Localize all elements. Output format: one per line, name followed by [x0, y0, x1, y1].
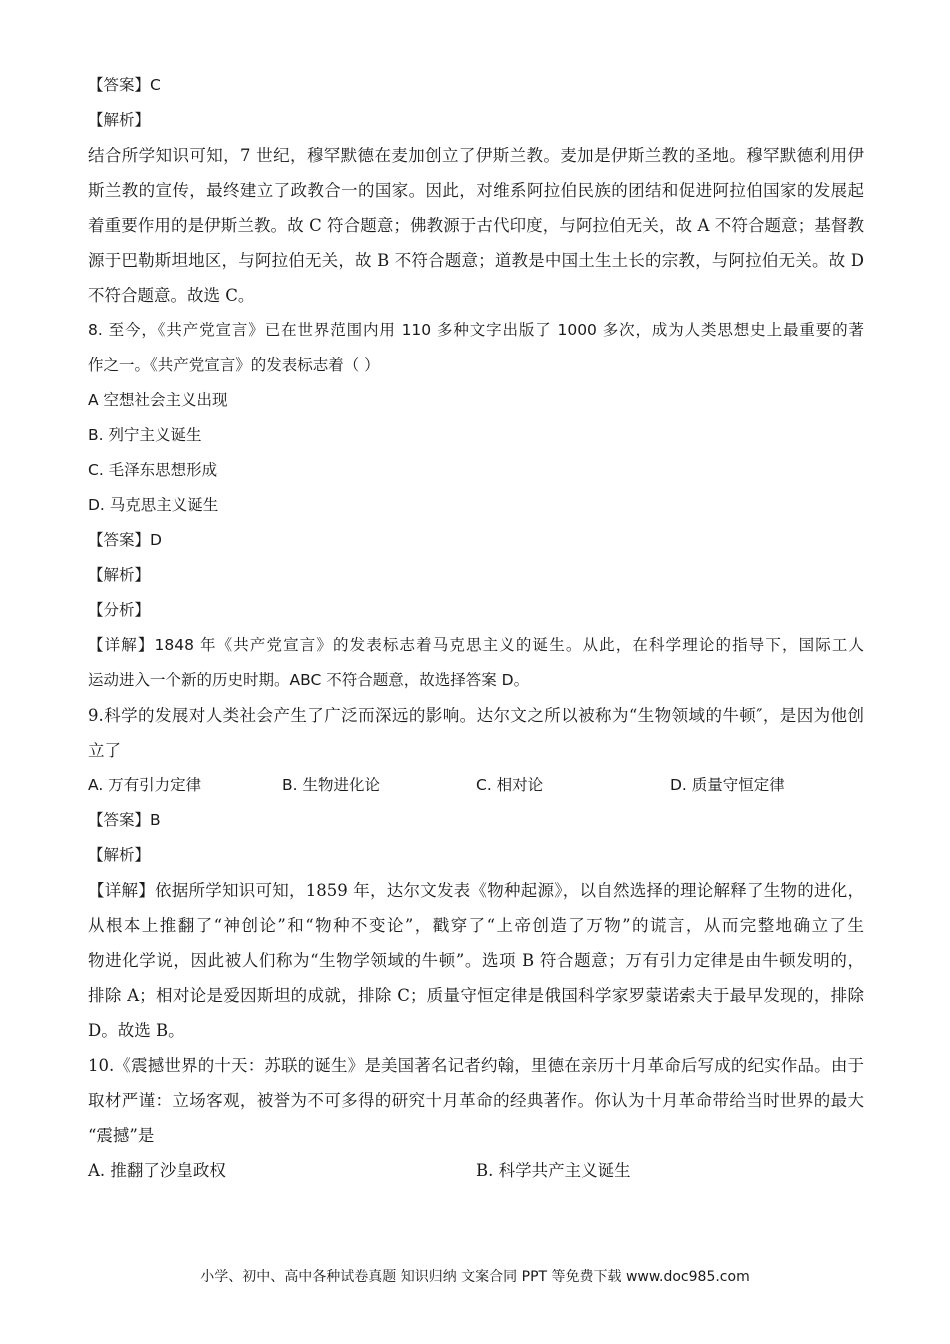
q8-option-d: D. 马克思主义诞生 — [88, 496, 219, 514]
q9-detail-line: 从根本上推翻了“神创论”和“物种不变论”，戳穿了“上帝创造了万物”的谎言，从而完整地确立了生 — [88, 916, 864, 935]
q8-stem-line: 作之一。《共产党宣言》的发表标志着（ ） — [88, 356, 380, 374]
q7-analysis-line: 结合所学知识可知，7 世纪，穆罕默德在麦加创立了伊斯兰教。麦加是伊斯兰教的圣地。穆罕默德利用伊 — [88, 146, 864, 165]
q10-stem-line: “震撼”是 — [88, 1126, 155, 1145]
q9-option-d: D. 质量守恒定律 — [670, 776, 785, 794]
q9-options-row — [88, 768, 864, 803]
q9-detail-line: D。故选 B。 — [88, 1021, 185, 1040]
q8-option-c: C. 毛泽东思想形成 — [88, 461, 218, 479]
q8-detail-line: 运动进入一个新的历史时期。ABC 不符合题意，故选择答案 D。 — [88, 671, 530, 689]
q8-option-a: A 空想社会主义出现 — [88, 391, 228, 409]
page-footer: 小学、初中、高中各种试卷真题 知识归纳 文案合同 PPT 等免费下载 www.doc985.com — [200, 1269, 750, 1285]
q9-option-a: A. 万有引力定律 — [88, 776, 202, 794]
q8-fenxi-label: 【分析】 — [88, 601, 151, 619]
q7-analysis-label: 【解析】 — [88, 111, 151, 129]
q10-option-a: A. 推翻了沙皇政权 — [88, 1161, 226, 1180]
q8-detail-line: 【详解】1848 年《共产党宣言》的发表标志着马克思主义的诞生。从此，在科学理论的指导下，国际工人 — [88, 636, 864, 654]
q7-analysis-paragraph — [88, 138, 864, 313]
q8-option-b: B. 列宁主义诞生 — [88, 426, 202, 444]
document-page — [88, 68, 864, 1188]
q10-options-row — [88, 1153, 864, 1188]
q9-analysis-label: 【解析】 — [88, 846, 151, 864]
q9-stem-line: 立了 — [88, 741, 121, 760]
q7-analysis-line: 源于巴勒斯坦地区，与阿拉伯无关，故 B 不符合题意；道教是中国土生土长的宗教，与阿拉伯无关。故 D — [88, 251, 864, 270]
q8-detail-paragraph — [88, 628, 864, 698]
q7-analysis-line: 不符合题意。故选 C。 — [88, 286, 255, 305]
q10-stem-line: 10.《震撼世界的十天：苏联的诞生》是美国著名记者约翰，里德在亲历十月革命后写成的纪实作品。由于 — [88, 1056, 864, 1075]
q8-answer: 【答案】D — [88, 531, 162, 549]
q9-option-b: B. 生物进化论 — [282, 776, 380, 794]
q9-detail-line: 物进化学说，因此被人们称为“生物学领域的牛顿”。选项 B 符合题意；万有引力定律是由牛顿发明的， — [88, 951, 864, 970]
q9-detail-paragraph — [88, 873, 864, 1048]
q10-option-b: B. 科学共产主义诞生 — [476, 1161, 631, 1180]
q9-stem — [88, 698, 864, 768]
q7-analysis-line: 斯兰教的宣传，最终建立了政教合一的国家。因此，对维系阿拉伯民族的团结和促进阿拉伯国家的发展起 — [88, 181, 864, 200]
q10-stem — [88, 1048, 864, 1153]
q9-detail-line: 排除 A；相对论是爱因斯坦的成就，排除 C；质量守恒定律是俄国科学家罗蒙诺索夫于最早发现的，排除 — [88, 986, 864, 1005]
q7-analysis-line: 着重要作用的是伊斯兰教。故 C 符合题意；佛教源于古代印度，与阿拉伯无关，故 A 不符合题意；基督教 — [88, 216, 864, 235]
q8-analysis-label: 【解析】 — [88, 566, 151, 584]
q10-stem-line: 取材严谨：立场客观，被誉为不可多得的研究十月革命的经典著作。你认为十月革命带给当时世界的最大 — [88, 1091, 864, 1110]
q9-option-c: C. 相对论 — [476, 776, 544, 794]
q8-stem — [88, 313, 864, 383]
q7-answer: 【答案】C — [88, 76, 161, 94]
q8-stem-line: 8. 至今，《共产党宣言》已在世界范围内用 110 多种文字出版了 1000 多次，成为人类思想史上最重要的著 — [88, 321, 864, 339]
q9-detail-line: 【详解】依据所学知识可知，1859 年，达尔文发表《物种起源》，以自然选择的理论解释了生物的进化， — [88, 881, 864, 900]
q9-answer: 【答案】B — [88, 811, 161, 829]
q9-stem-line: 9.科学的发展对人类社会产生了广泛而深远的影响。达尔文之所以被称为“生物领域的牛顿″，是因为他创 — [88, 706, 864, 725]
